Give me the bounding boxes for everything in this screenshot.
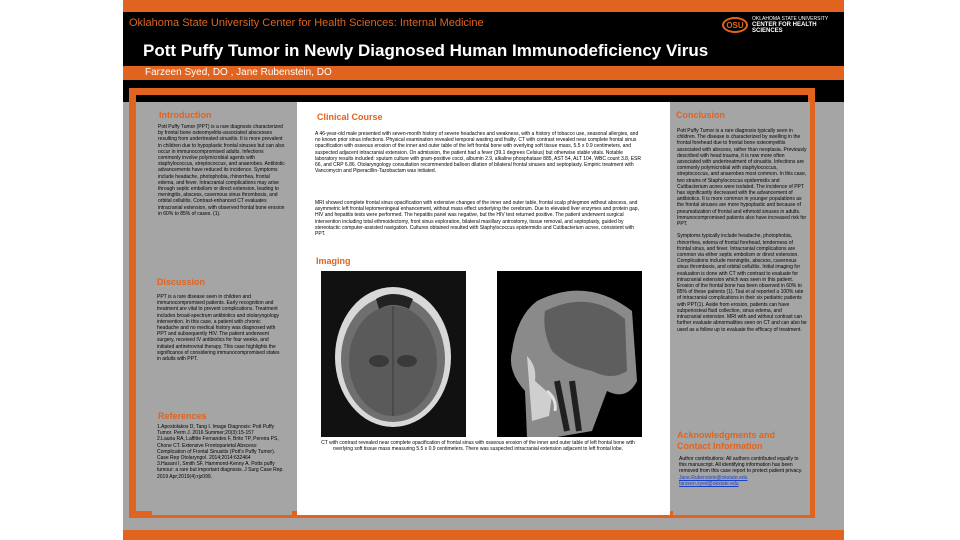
- clinical-course-paragraph-2: MRI showed complete frontal sinus opacification with extensive changes of the inner and outer table, frontal scalp phlegmon without abscess, and asymmetric left frontal leptomeningeal enhancement, without mass effect underlying the cerebrum. Due to elevated liver enzymes and protein gap, HIV and hepatitis tests were performed. The hepatitis panel was negative, but the HIV test returned positive. The patient underwent surgical intervention including total ethmoidectomy, front sinus exploration, bilateral maxillary antrostomy, tissue removal, and septoplasty, guided by stereotactic computer-assisted navigation. Cultures obtained resulted with Staphylococcus epidermidis and Cutibacterium acnes, consistent with PPT.: [315, 200, 639, 238]
- conclusion-text: [677, 128, 807, 333]
- discussion-text: PPT is a rare disease seen in children and immunocompromised patients. Early recognition and treatment are vital to prevent complications. Treatment includes broad-spectrum antibiotics and otolaryngology intervention. In this case, a patient with chronic headache and no medical history was diagnosed with PPT and subsequently HIV. The patient underwent surgery, received IV antibiotics for four weeks, and initiated antiretroviral therapy. This case highlights the significance of considering immunocompromised states in adults with PPT.: [157, 294, 280, 363]
- osu-logo: [722, 16, 840, 34]
- acknowledgments-body: Author contributions: All authors contributed equally to this manuscript. All identifying information has been removed from this case report to protect patient privacy.: [679, 456, 803, 475]
- logo-line-2: CENTER FOR HEALTH SCIENCES: [752, 22, 817, 34]
- acknowledgments-text: [679, 456, 805, 487]
- authors: Farzeen Syed, DO , Jane Rubenstein, DO: [145, 67, 332, 78]
- introduction-text: Pott Puffy Tumor (PPT) is a rare diagnosis characterized by frontal bone osteomyelitis-associated abscesses resulting from undertreated sinusitis. It is more prevalent in children due to hypoplastic frontal sinuses but can also occur in immunocompromised adults. Infections commonly involve polymicrobial agents with staphylococcus, streptococcus, and anaerobes. Antibiotic advancements have reduced its incidence. Symptoms include headache, photophobia, rhinorrhea, frontal edema, and fever. Intracranial complications may arise through septic embolism or direct extension, leading to meningitis, abscess, cavernous sinus thrombosis, and orbital cellulitis. Contrast-enhanced CT evaluates intracranial extension, with observed frontal bone erosion in 60% to 85% of cases. (1).: [158, 124, 285, 217]
- references-heading: References: [158, 411, 207, 421]
- references-text: 1.Apostolakos D, Tang I. Image Diagnosis: Pott Puffy Tumor. Perm J. 2016 Summer;20(3):15-157 2.Lauria RA, Laffitte Fernandes F, Brito TP, Pereira PS, Chone CT. Extensive Frontoparietal Abscess: Complication of Frontal Sinusitis (Pott's Puffy Tumor). Case Rep Otolaryngol. 2014;2014:632464 3.Hasani I, Smith SF, Hammond-Kenny A. Potts puffy tumour: a rare but important diagnosis. J Surg Case Rep. 2019 Apr;2019(4):rjz099.: [157, 424, 284, 480]
- contact-email-syed[interactable]: farzeen.syed@okstate.edu: [679, 480, 739, 487]
- introduction-heading: Introduction: [159, 110, 212, 120]
- osu-logo-mark: OSU: [722, 17, 748, 33]
- bottom-accent-band: [123, 530, 844, 540]
- logo-line-1: OKLAHOMA STATE UNIVERSITY: [752, 16, 829, 22]
- imaging-caption: CT with contrast revealed near complete opacification of frontal sinus with osseous erosion of the inner and outer table of left frontal bone with overlying soft tissue mass measuring 5.5 x 0.9 centimeters. There was suspected intracranial extension adjacent to left frontal lobe.: [321, 440, 635, 453]
- clinical-course-paragraph-1: A 46-year-old male presented with seven-month history of severe headaches and weakness, with a history of tobacco use, seasonal allergies, and no known prior sinus infections. Physical examination revealed temporal wasting and frailty. CT with contrast revealed near complete frontal sinus opacification with osseous erosion of the inner and outer table of the left frontal bone with overlying soft tissue mass, 5.5 x 0.9 centimeters, and suspected adjacent intracranial extension. On admission, the patient had a fever (39.1 degrees Celsius) but otherwise stable vitals. Notable laboratory results included: sputum culture with gram-positive cocci, albumin 2.9, alkaline phosphatase 885, AST 54, ALT 104, WBC count 3.8, ESR 66, and CRP 6.86. Otolaryngology consultation recommended balloon dilation of bilateral frontal sinuses and septoplasty. Empiric treatment with Vancomycin and Piperacillin-Tazobactam was initiated.: [315, 131, 642, 175]
- poster-title: Pott Puffy Tumor in Newly Diagnosed Human Immunodeficiency Virus: [143, 41, 709, 60]
- ct-axial-scan-image: [321, 271, 466, 437]
- acknowledgments-heading: Acknowledgments and Contact Information: [677, 430, 776, 451]
- top-accent-band: [123, 0, 844, 12]
- conclusion-heading: Conclusion: [676, 110, 725, 120]
- discussion-heading: Discussion: [157, 277, 206, 287]
- osu-logo-text: [752, 16, 840, 34]
- conclusion-paragraph-2: Symptoms typically include headache, photophobia, rhinorrhea, edema of frontal forehead, tenderness of frontal sinus, and fever. Intracranial complications are common via either septic embolism or direct extension. Complications include meningitis, abscess, cavernous sinus thrombosis, and orbital cellulitis. Initial imaging for evaluation is done with CT with contrast to evaluate for intracranial extension which was seen in this patient. Erosion of the frontal bone has been observed in 60% to 85% of these patients (1). Tsai et al reported a 100% rate of intracranial complications in their six pediatric patients with PPT(1). Aside from erosion, patients can have subperiosteal fluid collection, sinus edema, and intracranial extension. MRI with and without contrast can further evaluate abnormalities seen on CT and can also be used as a follow up to evaluate the efficacy of treatment.: [677, 233, 807, 333]
- ct-sagittal-scan-image: [497, 271, 642, 437]
- contact-email-rubenstein[interactable]: Jane.Rubenstein@okstate.edu: [679, 474, 748, 481]
- institution-name: Oklahoma State University Center for Health Sciences: Internal Medicine: [129, 17, 484, 29]
- clinical-course-heading: Clinical Course: [317, 112, 383, 122]
- conclusion-paragraph-1: Pott Puffy Tumor is a rare diagnosis typically seen in children. The disease is characterized by swelling in the frontal forehead due to frontal bone osteomyelitis associated with abscess, rather than neoplasia. Previously described with head trauma, it is now more often associated with undertreatment of sinusitis. Infections are commonly polymicrobial with staphylococcus, streptococcus, and anaerobes most common. In this case, two strains of Staphylococcus epidermidis and Cutibacterium acnes were isolated. The incidence of PPT has significantly decreased with the advancement of antibiotics. It is more common in younger populations as the frontal sinuses are more hypoplastic and because of pneumatization of frontal and ethmoid sinuses in adults. Immunocompromised patients also have increased risk for PPT.: [677, 128, 807, 228]
- imaging-heading: Imaging: [316, 256, 351, 266]
